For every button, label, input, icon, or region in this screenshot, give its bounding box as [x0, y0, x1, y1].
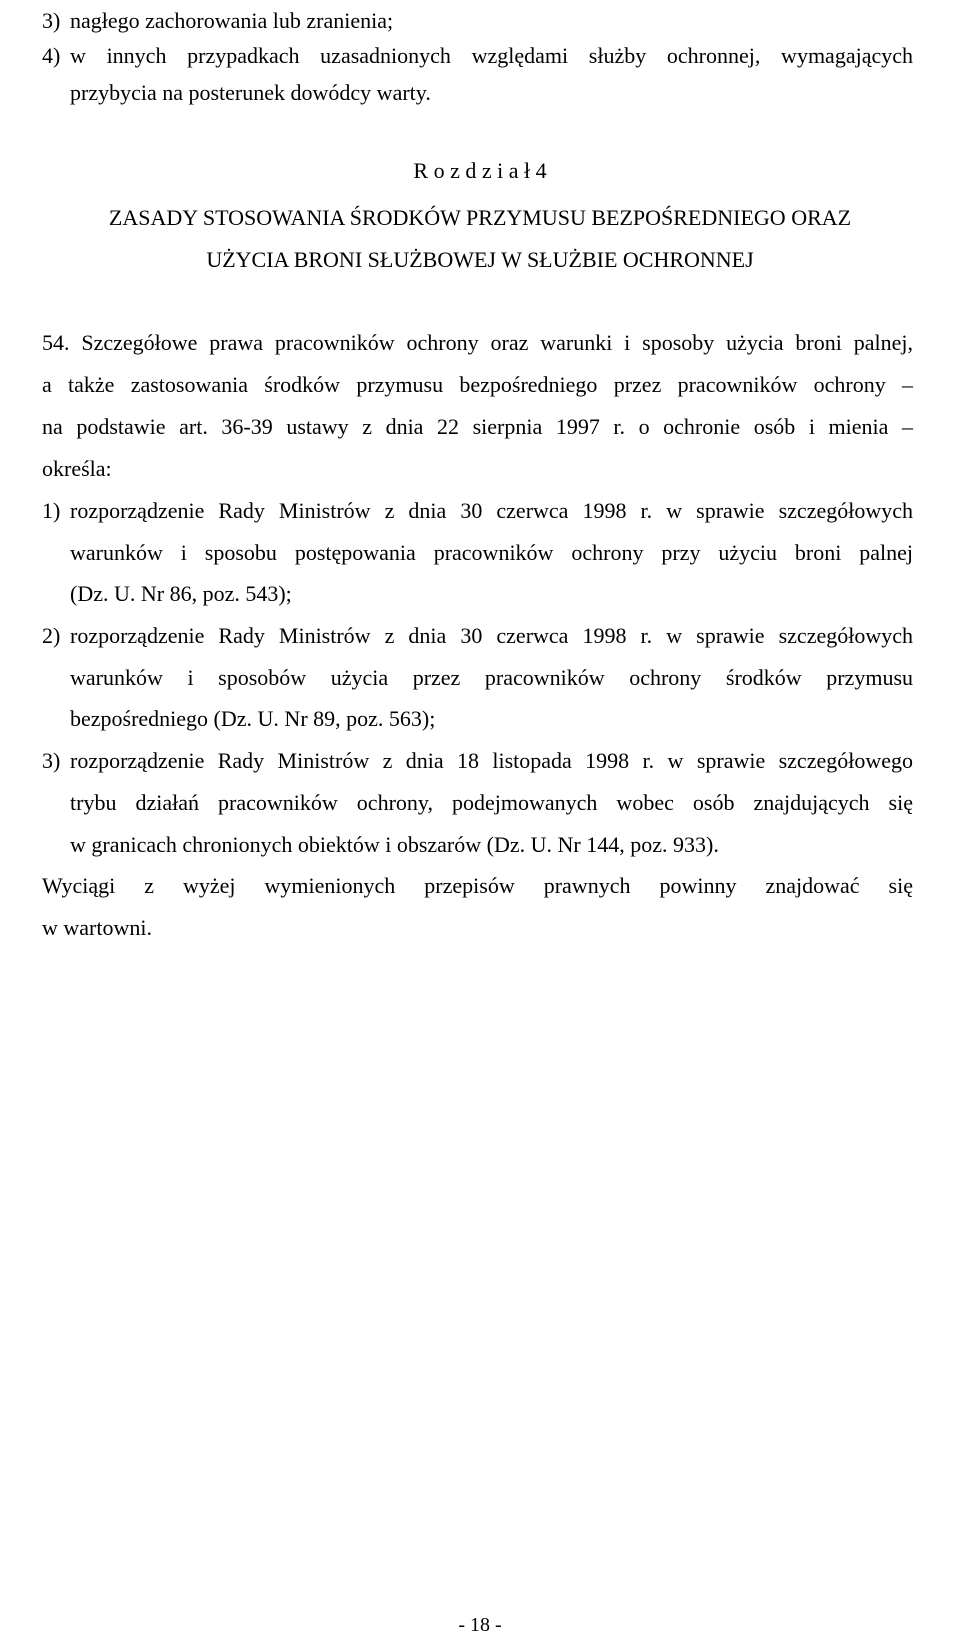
- list-item-text: przybycia na posterunek dowódcy warty.: [70, 80, 431, 105]
- page-number: - 18 -: [458, 1614, 502, 1636]
- regulation-text: w granicach chronionych obiektów i obszarów (Dz. U. Nr 144, poz. 933).: [70, 832, 719, 857]
- list-item-text: w innych przypadkach uzasadnionych względami służby ochronnej, wymagających: [70, 43, 913, 68]
- regulation-text: (Dz. U. Nr 86, poz. 543);: [70, 581, 292, 606]
- list-item-number: 3): [42, 8, 61, 33]
- paragraph-54-text: 54. Szczegółowe prawa pracowników ochrony oraz warunki i sposoby użycia broni palnej,: [42, 330, 913, 355]
- paragraph-54-text: na podstawie art. 36-39 ustawy z dnia 22 sierpnia 1997 r. o ochronie osób i mienia –: [42, 414, 913, 439]
- regulation-text: rozporządzenie Rady Ministrów z dnia 30 czerwca 1998 r. w sprawie szczegółowych: [70, 623, 913, 648]
- regulation-text: warunków i sposobu postępowania pracowników ochrony przy użyciu broni palnej: [70, 540, 913, 565]
- regulation-number: 3): [42, 748, 61, 773]
- regulation-text: rozporządzenie Rady Ministrów z dnia 30 czerwca 1998 r. w sprawie szczegółowych: [70, 498, 913, 523]
- regulation-text: bezpośredniego (Dz. U. Nr 89, poz. 563);: [70, 706, 436, 731]
- regulation-number: 1): [42, 498, 61, 523]
- paragraph-54-text: a także zastosowania środków przymusu bezpośredniego przez pracowników ochrony –: [42, 372, 913, 397]
- regulation-text: trybu działań pracowników ochrony, podejmowanych wobec osób znajdujących się: [70, 790, 913, 815]
- closing-text: Wyciągi z wyżej wymienionych przepisów prawnych powinny znajdować się: [42, 873, 913, 898]
- chapter-title: ZASADY STOSOWANIA ŚRODKÓW PRZYMUSU BEZPOŚREDNIEGO ORAZ: [108, 205, 852, 230]
- regulation-text: rozporządzenie Rady Ministrów z dnia 18 listopada 1998 r. w sprawie szczegółowego: [70, 748, 913, 773]
- list-item-text: nagłego zachorowania lub zranienia;: [70, 8, 394, 33]
- paragraph-54-text: określa:: [42, 456, 112, 481]
- chapter-label: R o z d z i a ł 4: [413, 158, 547, 183]
- closing-text: w wartowni.: [42, 915, 152, 940]
- list-item-number: 4): [42, 43, 61, 68]
- regulation-text: warunków i sposobów użycia przez pracowników ochrony środków przymusu: [70, 665, 913, 690]
- chapter-title: UŻYCIA BRONI SŁUŻBOWEJ W SŁUŻBIE OCHRONNEJ: [206, 247, 754, 272]
- regulation-number: 2): [42, 623, 61, 648]
